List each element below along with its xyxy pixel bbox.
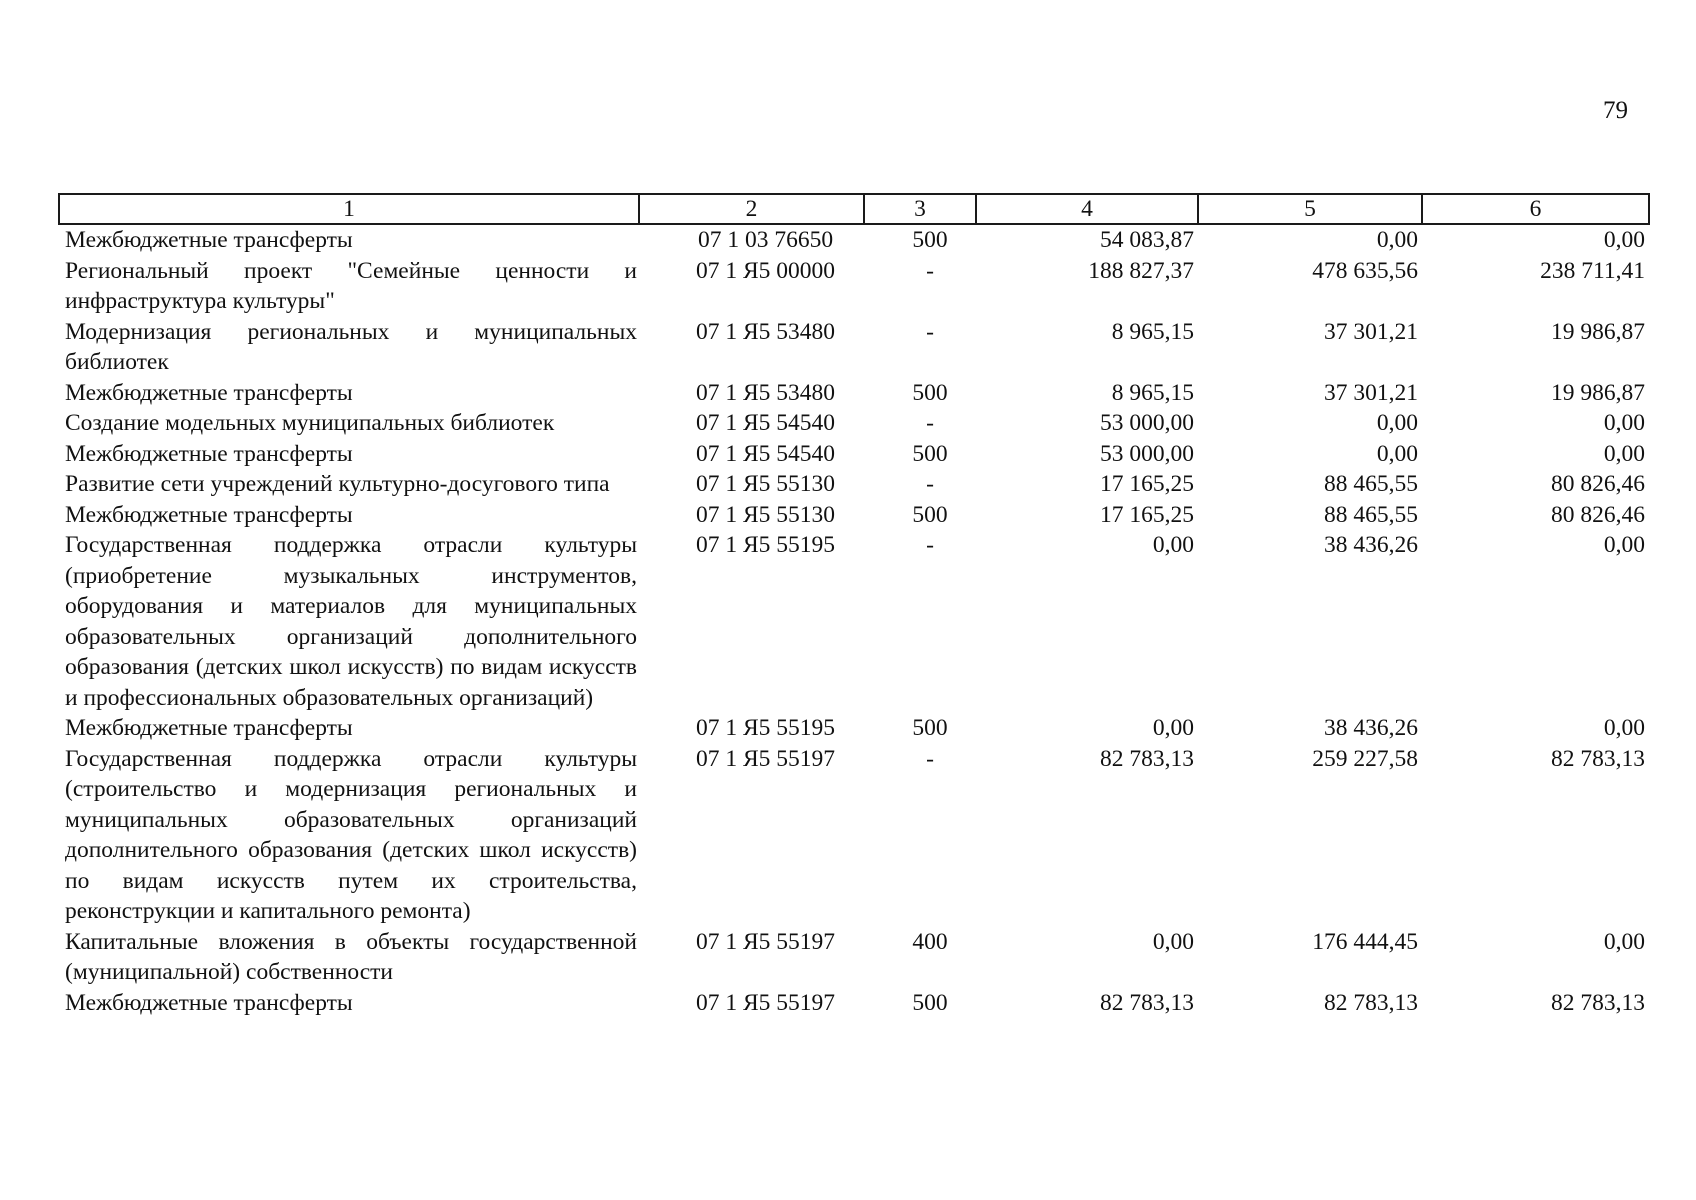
row-expense-type: - [926,318,934,345]
table-row [59,744,1649,927]
row-code: 07 1 Я5 55197 [695,928,836,955]
row-name: Создание модельных муниципальных библиотек [65,410,555,436]
row-value-col6: 0,00 [1603,227,1645,253]
row-value-col6: 80 826,46 [1551,501,1645,528]
table-body [59,224,1649,1018]
table-row [59,378,1649,409]
row-value-col4: 53 000,00 [1100,410,1194,436]
row-value-col4: 8 965,15 [1111,379,1194,406]
row-code: 07 1 Я5 55195 [695,532,836,558]
row-expense-type: 500 [912,440,948,467]
row-code: 07 1 Я5 54540 [695,440,836,467]
row-value-col4: 17 165,25 [1100,501,1194,528]
table-row [59,224,1649,256]
row-name: Межбюджетные трансферты [65,501,353,528]
row-value-col4: 0,00 [1152,532,1194,558]
row-name: Государственная поддержка отрасли культуры (строительство и модернизация региональных и муниципальных образовательных организаций дополнительного образования (детских школ искусств) по видам искусств путем их строительства, реконструкции и капитального ремонта) [65,745,637,924]
row-expense-type: - [926,745,934,772]
row-value-col4: 0,00 [1152,715,1194,741]
header-row [59,194,1649,224]
row-expense-type: 500 [912,379,948,406]
header-col-1: 1 [59,194,639,224]
row-value-col5: 37 301,21 [1324,318,1418,345]
table-row [59,317,1649,378]
header-col-2: 2 [639,194,864,224]
header-col-6: 6 [1422,194,1649,224]
row-value-col5: 0,00 [1376,440,1418,467]
row-name: Межбюджетные трансферты [65,715,353,741]
row-name: Капитальные вложения в объекты государственной (муниципальной) собственности [65,928,637,985]
row-value-col4: 0,00 [1152,928,1194,955]
row-expense-type: 400 [912,928,948,955]
row-value-col4: 82 783,13 [1100,989,1194,1016]
row-name: Межбюджетные трансферты [65,379,353,406]
row-code: 07 1 Я5 55197 [695,989,836,1016]
row-code: 07 1 03 76650 [697,227,834,253]
row-expense-type: 500 [912,989,948,1016]
row-name: Межбюджетные трансферты [65,227,353,253]
header-col-5: 5 [1198,194,1422,224]
row-value-col4: 53 000,00 [1100,440,1194,467]
row-value-col6: 82 783,13 [1551,989,1645,1016]
row-name: Модернизация региональных и муниципальных библиотек [65,318,637,375]
row-value-col5: 88 465,55 [1324,471,1418,497]
row-value-col6: 80 826,46 [1551,471,1645,497]
row-code: 07 1 Я5 55195 [695,715,836,741]
row-code: 07 1 Я5 00000 [695,257,836,284]
table-row [59,256,1649,317]
row-value-col4: 188 827,37 [1088,257,1194,284]
row-value-col6: 0,00 [1603,440,1645,467]
row-value-col6: 0,00 [1603,715,1645,741]
table-row [59,439,1649,470]
row-value-col5: 0,00 [1376,227,1418,253]
row-value-col5: 176 444,45 [1312,928,1418,955]
row-code: 07 1 Я5 54540 [695,410,836,436]
row-expense-type: - [926,257,934,284]
page-number: 79 [1603,97,1628,124]
row-value-col6: 19 986,87 [1551,318,1645,345]
row-value-col4: 8 965,15 [1111,318,1194,345]
row-expense-type: - [926,471,934,497]
table-row [59,469,1649,500]
row-name: Развитие сети учреждений культурно-досугового типа [65,471,610,497]
row-code: 07 1 Я5 55130 [695,501,836,528]
row-name: Государственная поддержка отрасли культуры (приобретение музыкальных инструментов, оборудования и материалов для муниципальных образовательных организаций дополнительного образования (детских школ искусств) по видам искусств и профессиональных образовательных организаций) [65,532,637,711]
row-value-col6: 19 986,87 [1551,379,1645,406]
row-value-col5: 259 227,58 [1312,745,1418,772]
header-col-4: 4 [976,194,1198,224]
row-value-col4: 17 165,25 [1100,471,1194,497]
row-expense-type: 500 [912,501,948,528]
table-header [59,194,1649,224]
row-value-col6: 82 783,13 [1551,745,1645,772]
row-value-col5: 37 301,21 [1324,379,1418,406]
row-value-col6: 0,00 [1603,928,1645,955]
row-value-col6: 0,00 [1603,532,1645,558]
row-value-col5: 0,00 [1376,410,1418,436]
row-value-col5: 88 465,55 [1324,501,1418,528]
row-code: 07 1 Я5 55197 [695,745,836,772]
header-col-3: 3 [864,194,976,224]
row-expense-type: - [926,410,934,436]
row-code: 07 1 Я5 53480 [695,379,836,406]
table-row [59,927,1649,988]
row-name: Межбюджетные трансферты [65,440,353,467]
table-row [59,988,1649,1019]
row-name: Региональный проект "Семейные ценности и инфраструктура культуры" [65,257,637,314]
row-value-col5: 82 783,13 [1324,989,1418,1016]
row-expense-type: 500 [912,715,948,741]
table-row [59,500,1649,531]
budget-table [58,193,1650,1018]
row-name: Межбюджетные трансферты [65,989,353,1016]
row-expense-type: - [926,532,934,558]
row-value-col4: 54 083,87 [1100,227,1194,253]
row-expense-type: 500 [912,227,948,253]
row-value-col5: 38 436,26 [1324,532,1418,558]
row-value-col6: 238 711,41 [1540,257,1645,284]
table-row [59,408,1649,439]
table-row [59,713,1649,744]
row-value-col5: 478 635,56 [1312,257,1418,284]
row-value-col6: 0,00 [1603,410,1645,436]
row-value-col5: 38 436,26 [1324,715,1418,741]
row-value-col4: 82 783,13 [1100,745,1194,772]
row-code: 07 1 Я5 55130 [695,471,836,497]
row-code: 07 1 Я5 53480 [695,318,836,345]
table-row [59,530,1649,713]
